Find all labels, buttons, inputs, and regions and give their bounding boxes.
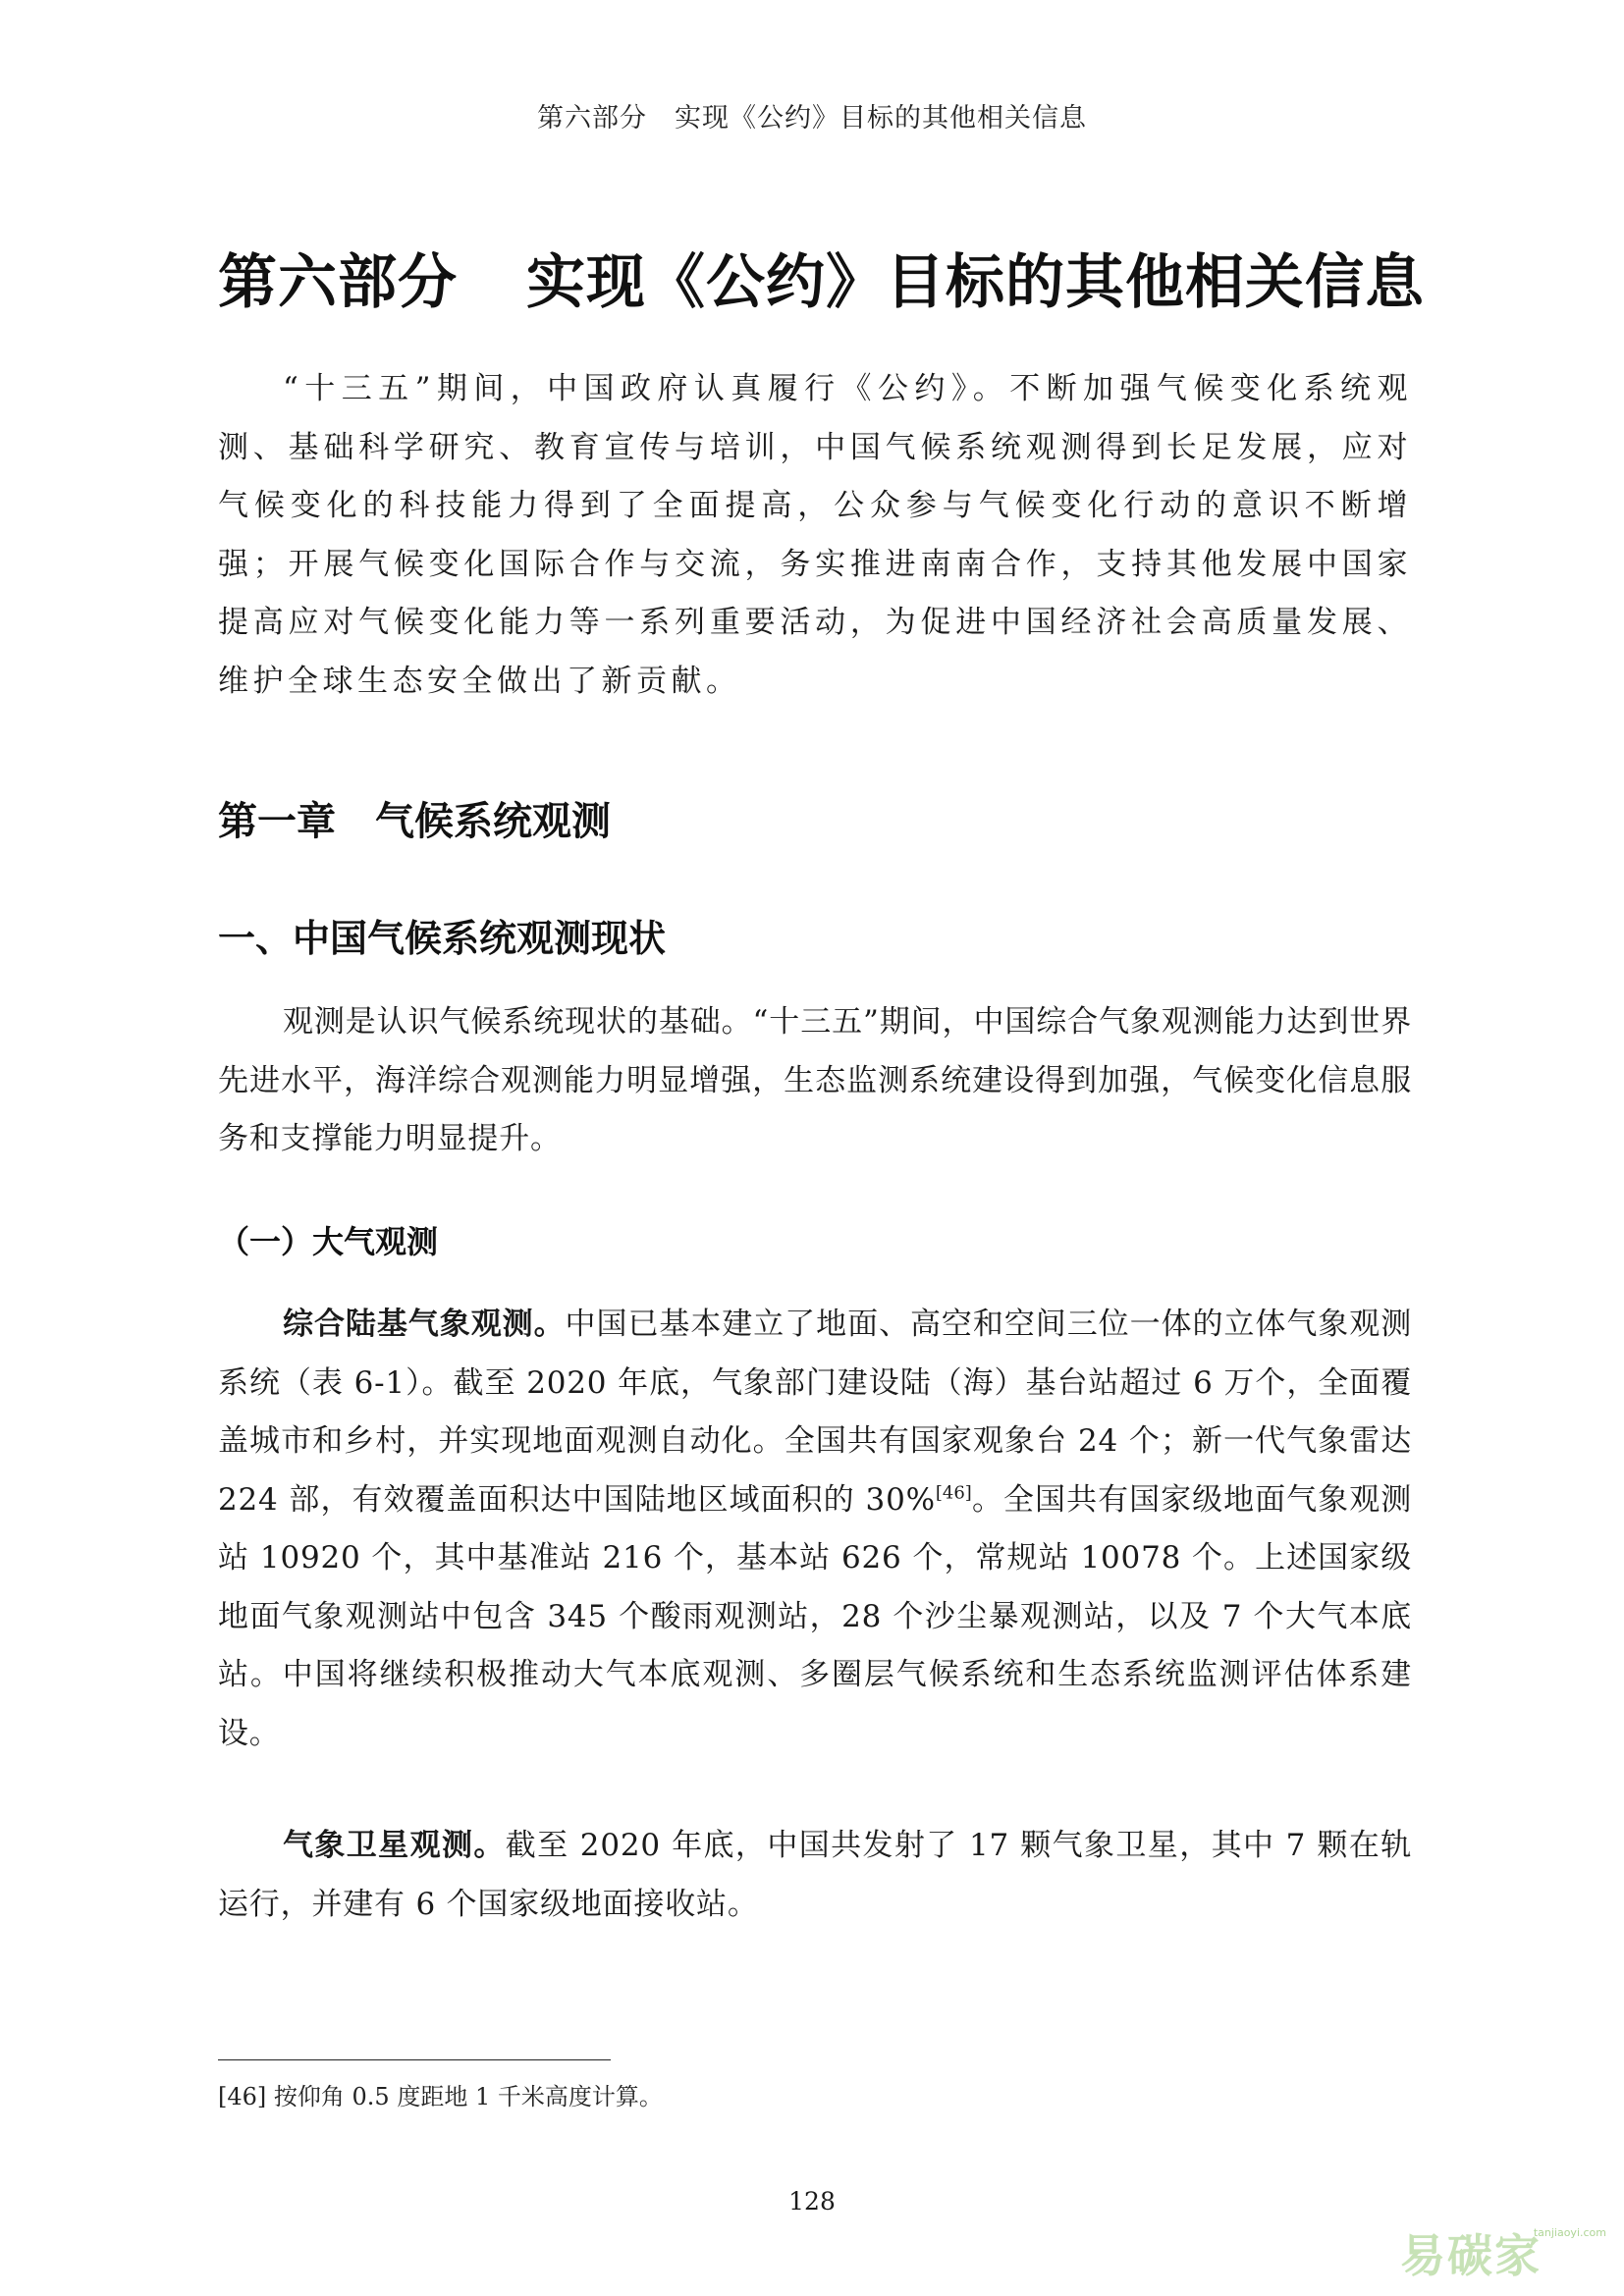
part-number: 第六部分	[218, 248, 458, 317]
watermark-text: 易碳家	[1400, 2229, 1542, 2282]
satellite-observation-lead: 气象卫星观测。	[283, 1828, 506, 1863]
section-title: 一、中国气候系统观测现状	[218, 917, 667, 960]
intro-paragraph: “十三五”期间，中国政府认真履行《公约》。不断加强气候变化系统观测、基础科学研究、教育宣传与培训，中国气候系统观测得到长足发展，应对气候变化的科技能力得到了全面提高，公众参与气候变化行动的意识不断增强；开展气候变化国际合作与交流，务实推进南南合作，支持其他发展中国家提高应对气候变化能力等一系列重要活动，为促进中国经济社会高质量发展、维护全球生态安全做出了新贡献。	[218, 371, 1412, 699]
section-paragraph: 观测是认识气候系统现状的基础。“十三五”期间，中国综合气象观测能力达到世界先进水平，海洋综合观测能力明显增强，生态监测系统建设得到加强，气候变化信息服务和支撑能力明显提升。	[218, 1004, 1412, 1156]
page-number: 128	[788, 2187, 836, 2216]
part-title	[218, 236, 1425, 320]
chapter-title	[218, 790, 611, 846]
land-observation-text-cont: 。全国共有国家级地面气象观测站 10920 个，其中基准站 216 个，基本站 626 个，常规站 10078 个。上述国家级地面气象观测站中包含 345 个酸雨观测站，28 个沙尘暴观测站，以及 7 个大气本底站。中国将继续积极推动大气本底观测、多圈层气候系统和生态系统监测评估体系建设。	[218, 1481, 1413, 1751]
land-observation-lead: 综合陆基气象观测。	[283, 1307, 566, 1342]
satellite-observation-text: 截至 2020 年底，中国共发射了 17 颗气象卫星，其中 7 颗在轨运行，并建有 6 个国家级地面接收站。	[218, 1828, 1412, 1922]
land-observation-text: 中国已基本建立了地面、高空和空间三位一体的立体气象观测系统（表 6-1）。截至 2020 年底，气象部门建设陆（海）基台站超过 6 万个，全面覆盖城市和乡村，并实现地面观测自动化。全国共有国家观象台 24 个；新一代气象雷达 224 部，有效覆盖面积达中国陆地区域面积的 30%	[218, 1307, 1412, 1518]
footnote-reference[interactable]: [46]	[935, 1482, 972, 1504]
watermark-logo	[1400, 2220, 1606, 2282]
part-title-text: 实现《公约》目标的其他相关信息	[526, 248, 1425, 317]
footnote: [46] 按仰角 0.5 度距地 1 千米高度计算。	[218, 2083, 663, 2110]
satellite-observation-paragraph	[218, 1817, 1412, 1934]
footnote-divider	[218, 2059, 611, 2060]
chapter-number: 第一章	[218, 799, 336, 844]
watermark-url: tanjiaoyi.com	[1533, 2226, 1606, 2239]
subsection-title: （一）大气观测	[218, 1223, 439, 1260]
running-header: 第六部分 实现《公约》目标的其他相关信息	[537, 103, 1087, 133]
land-observation-paragraph	[218, 1296, 1412, 1763]
chapter-title-text: 气候系统观测	[375, 799, 611, 844]
